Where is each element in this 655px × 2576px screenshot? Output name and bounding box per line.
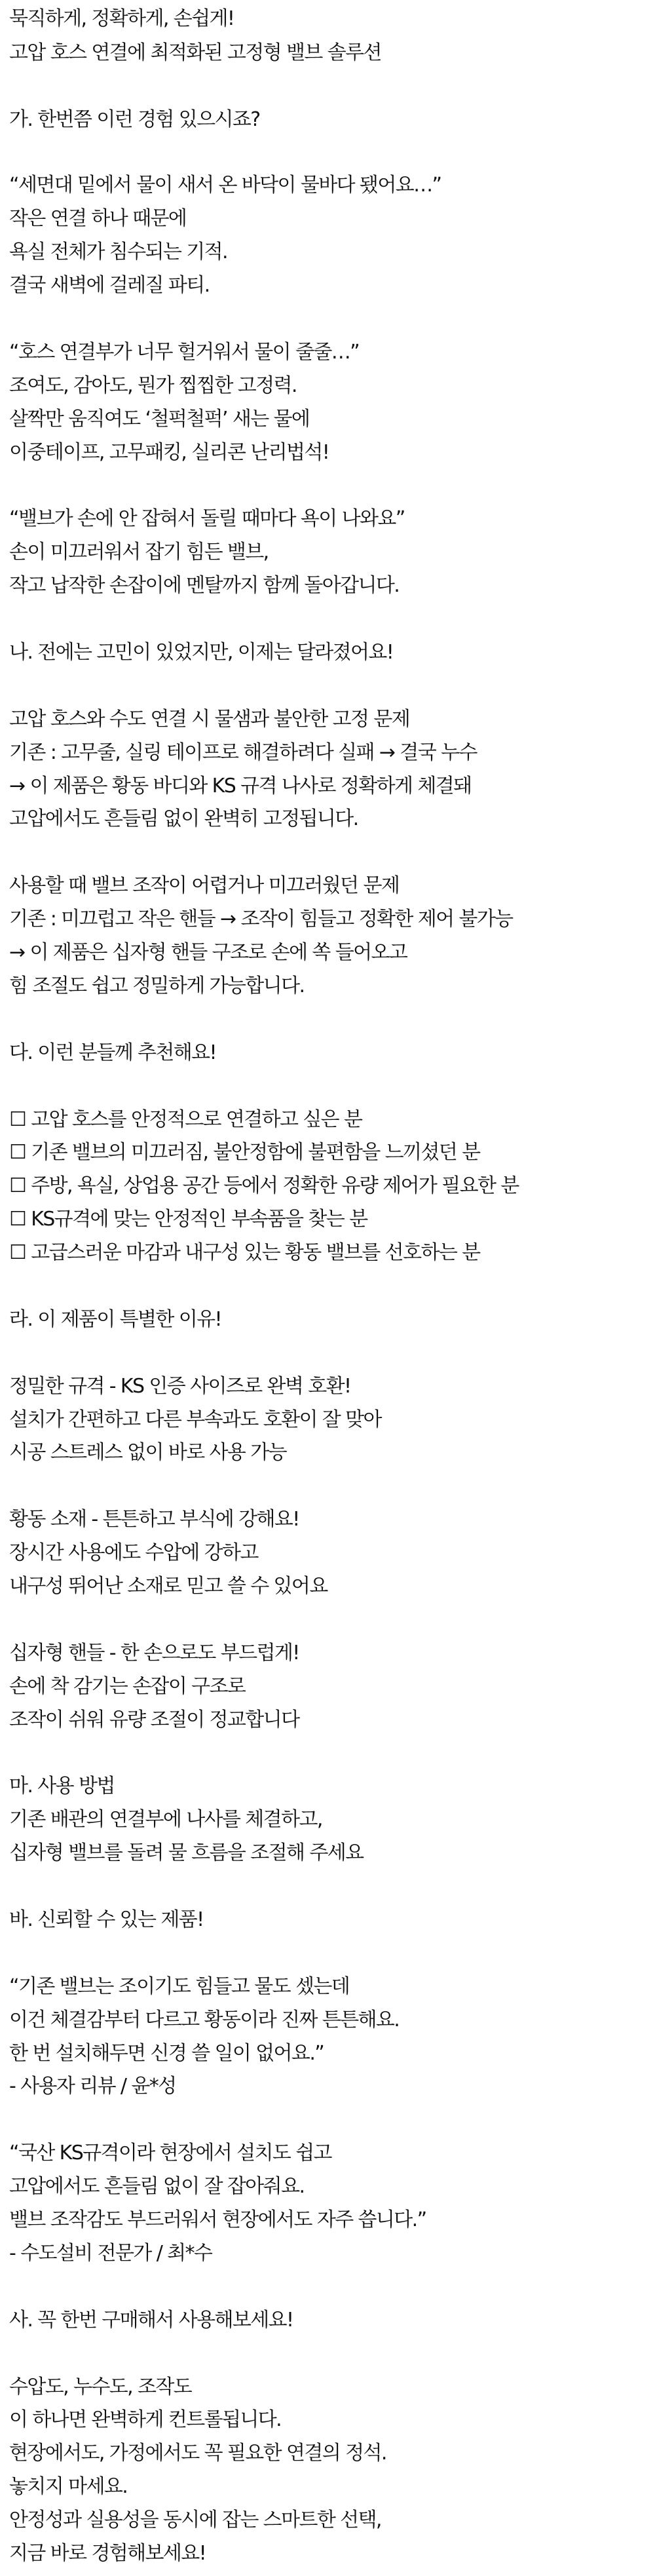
text-line: 고압 호스와 수도 연결 시 물샘과 불안한 고정 문제: [9, 708, 410, 731]
checklist-item: ☐ 기존 밸브의 미끄러짐, 불안정함에 불편함을 느끼셨던 분: [9, 1141, 480, 1164]
intro-line: 고압 호스 연결에 최적화된 고정형 밸브 솔루션: [9, 41, 381, 64]
section-heading: 다. 이런 분들께 추천해요!: [9, 1041, 216, 1064]
text-line: → 이 제품은 십자형 핸들 구조로 손에 쏙 들어오고: [9, 941, 407, 964]
checklist-item: ☐ 고급스러운 마감과 내구성 있는 황동 밸브를 선호하는 분: [9, 1241, 480, 1264]
text-line: 손에 착 감기는 손잡이 구조로: [9, 1675, 246, 1698]
text-line: 고압에서도 흔들림 없이 완벽히 고정됩니다.: [9, 807, 358, 830]
text-line: 조작이 쉬워 유량 조절이 정교합니다: [9, 1708, 299, 1731]
text-line: 작고 납작한 손잡이에 멘탈까지 함께 돌아갑니다.: [9, 574, 400, 597]
text-line: 힘 조절도 쉽고 정밀하게 가능합니다.: [9, 974, 305, 997]
text-line: 사용할 때 밸브 조작이 어렵거나 미끄러웠던 문제: [9, 874, 400, 897]
review-line: “기존 밸브는 조이기도 힘들고 물도 셌는데: [9, 1975, 350, 1998]
text-line: → 이 제품은 황동 바디와 KS 규격 나사로 정확하게 체결돼: [9, 775, 472, 798]
review-line: “국산 KS규격이라 현장에서 설치도 쉽고: [9, 2142, 331, 2164]
review-line: 밸브 조작감도 부드러워서 현장에서도 자주 씁니다.”: [9, 2208, 426, 2231]
intro-line: 묵직하게, 정확하게, 손쉽게!: [9, 7, 234, 30]
section-heading: 마. 사용 방법: [9, 1775, 115, 1797]
text-line: 손이 미끄러워서 잡기 힘든 밸브,: [9, 541, 269, 564]
review-line: 한 번 설치해두면 신경 쓸 일이 없어요.”: [9, 2042, 324, 2065]
section-heading: 사. 꼭 한번 구매해서 사용해보세요!: [9, 2309, 293, 2332]
text-line: 지금 바로 경험해보세요!: [9, 2542, 206, 2565]
text-line: 이 하나면 완벽하게 컨트롤됩니다.: [9, 2408, 282, 2431]
text-line: 장시간 사용에도 수압에 강하고: [9, 1541, 258, 1564]
review-line: 이건 체결감부터 다르고 황동이라 진짜 튼튼해요.: [9, 2009, 400, 2031]
text-line: 욕실 전체가 침수되는 기적.: [9, 240, 227, 263]
text-line: 기존 배관의 연결부에 나사를 체결하고,: [9, 1808, 322, 1831]
text-line: 내구성 뛰어난 소재로 믿고 쓸 수 있어요: [9, 1575, 328, 1598]
section-heading: 라. 이 제품이 특별한 이유!: [9, 1308, 221, 1331]
review-author: - 수도설비 전문가 / 최*수: [9, 2242, 212, 2265]
section-heading: 나. 전에는 고민이 있었지만, 이제는 달라졌어요!: [9, 641, 394, 664]
text-line: 시공 스트레스 없이 바로 사용 가능: [9, 1441, 287, 1464]
text-line: 안정성과 실용성을 동시에 잡는 스마트한 선택,: [9, 2509, 381, 2531]
review-line: 고압에서도 흔들림 없이 잘 잡아줘요.: [9, 2175, 305, 2198]
text-line: 십자형 밸브를 돌려 물 흐름을 조절해 주세요: [9, 1841, 364, 1864]
text-line: 기존 : 미끄럽고 작은 핸들 → 조작이 힘들고 정확한 제어 불가능: [9, 908, 513, 931]
text-line: 현장에서도, 가정에서도 꼭 필요한 연결의 정석.: [9, 2442, 386, 2465]
review-author: - 사용자 리뷰 / 윤*성: [9, 2075, 176, 2098]
text-line: “세면대 밑에서 물이 새서 온 바닥이 물바다 됐어요…”: [9, 174, 441, 197]
text-line: 십자형 핸들 - 한 손으로도 부드럽게!: [9, 1642, 299, 1664]
text-line: 조여도, 감아도, 뭔가 찝찝한 고정력.: [9, 374, 297, 397]
text-line: 정밀한 규격 - KS 인증 사이즈로 완벽 호환!: [9, 1375, 351, 1398]
text-line: 수압도, 누수도, 조작도: [9, 2375, 192, 2398]
text-line: 설치가 간편하고 다른 부속과도 호환이 잘 맞아: [9, 1408, 381, 1431]
text-line: 작은 연결 하나 때문에: [9, 207, 187, 230]
section-heading: 바. 신뢰할 수 있는 제품!: [9, 1908, 204, 1931]
checklist-item: ☐ 주방, 욕실, 상업용 공간 등에서 정확한 유량 제어가 필요한 분: [9, 1174, 519, 1197]
text-line: 이중테이프, 고무패킹, 실리콘 난리법석!: [9, 441, 329, 464]
section-heading: 가. 한번쯤 이런 경험 있으시죠?: [9, 108, 260, 131]
text-line: 기존 : 고무줄, 실링 테이프로 해결하려다 실패 → 결국 누수: [9, 741, 477, 764]
text-line: 살짝만 움직여도 ‘철퍽철퍽’ 새는 물에: [9, 408, 310, 431]
text-line: 결국 새벽에 걸레질 파티.: [9, 274, 210, 297]
text-line: 놓치지 마세요.: [9, 2475, 128, 2498]
checklist-item: ☐ 고압 호스를 안정적으로 연결하고 싶은 분: [9, 1108, 362, 1131]
text-line: 황동 소재 - 튼튼하고 부식에 강해요!: [9, 1508, 299, 1531]
checklist-item: ☐ KS규격에 맞는 안정적인 부속품을 찾는 분: [9, 1208, 367, 1231]
text-line: “밸브가 손에 안 잡혀서 돌릴 때마다 욕이 나와요”: [9, 507, 405, 530]
text-line: “호스 연결부가 너무 헐거워서 물이 줄줄…”: [9, 341, 360, 364]
